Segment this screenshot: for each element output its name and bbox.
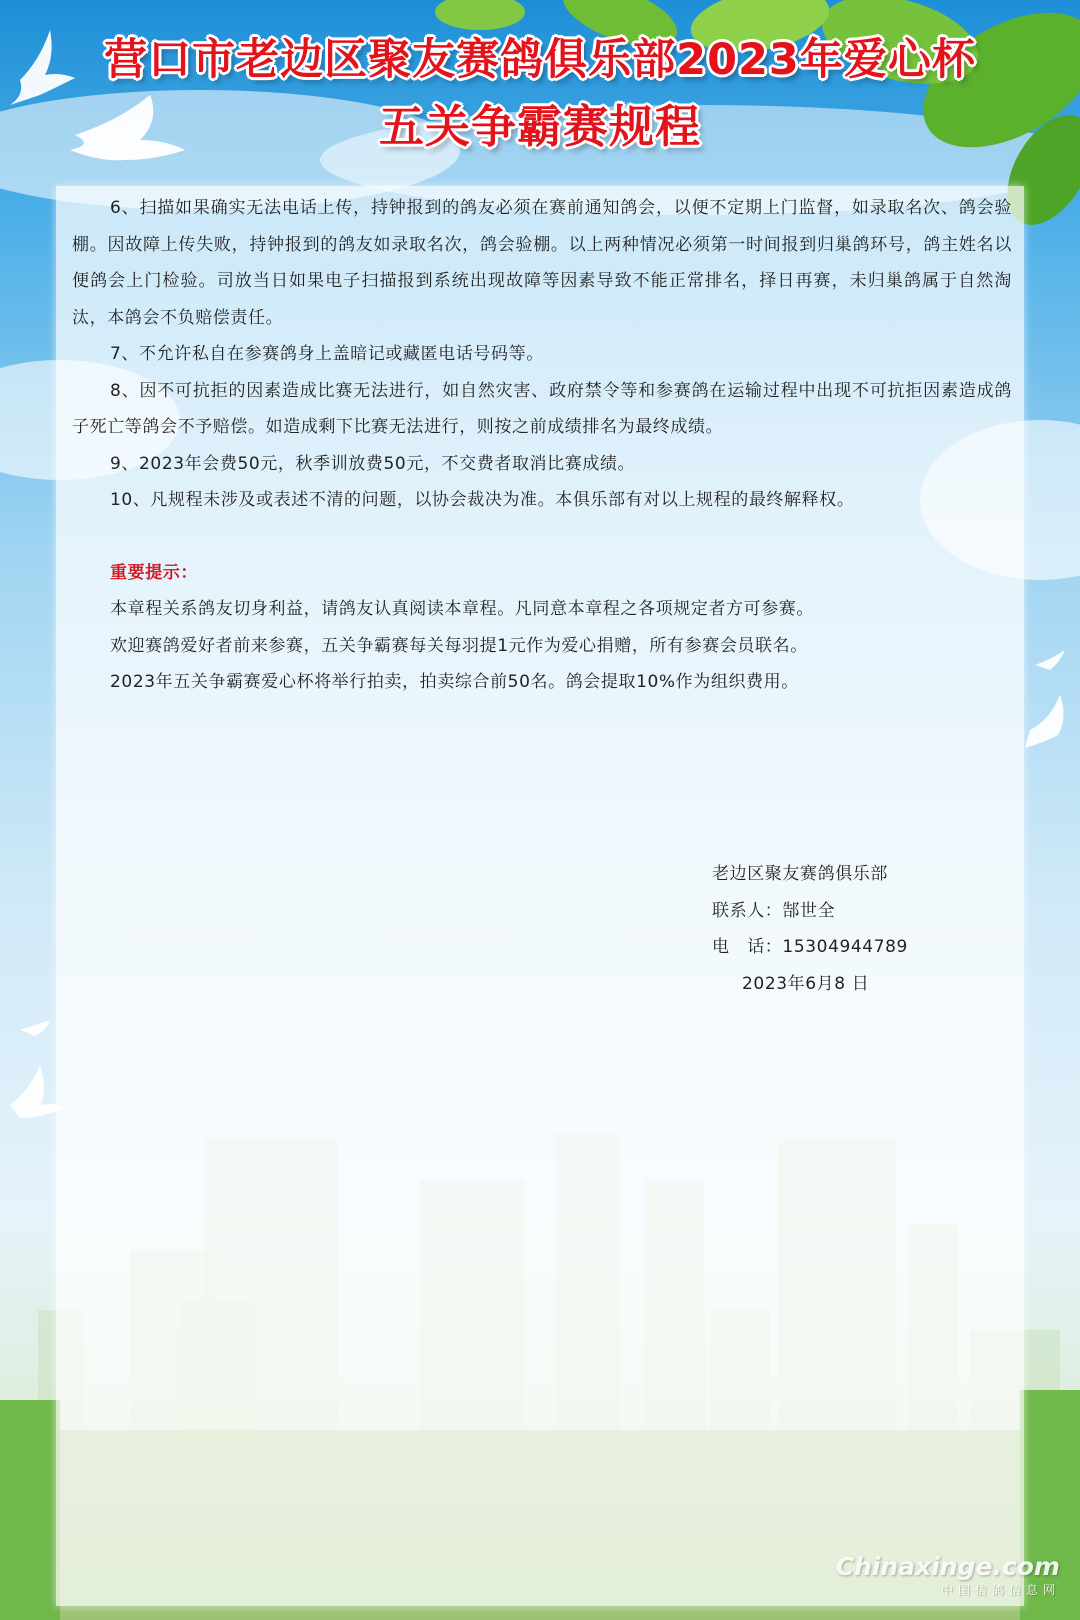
title-line-1: 营口市老边区聚友赛鸽俱乐部2023年爱心杯 xyxy=(104,35,976,85)
page-title xyxy=(0,28,1080,160)
notice-line-1: 本章程关系鸽友切身利益，请鸽友认真阅读本章程。凡同意本章程之各项规定者方可参赛。 xyxy=(110,599,814,619)
rule-7: 7、不允许私自在参赛鸽身上盖暗记或藏匿电话号码等。 xyxy=(110,344,544,364)
notice-line-2: 欢迎赛鸽爱好者前来参赛，五关争霸赛每关每羽提1元作为爱心捐赠，所有参赛会员联名。 xyxy=(110,635,808,656)
rules-body xyxy=(72,190,1012,701)
signature-phone: 电 话：15304944789 xyxy=(712,937,908,957)
rule-8: 8、因不可抗拒的因素造成比赛无法进行，如自然灾害、政府禁令等和参赛鸽在运输过程中出现不可抗拒因素造成鸽子死亡等鸽会不予赔偿。如造成剩下比赛无法进行，则按之前成绩排名为最终成绩。 xyxy=(72,380,1012,437)
watermark-brand: Chinaxinge.com xyxy=(835,1552,1060,1581)
title-line-2: 五关争霸赛规程 xyxy=(378,100,701,153)
signature-block xyxy=(712,856,908,1002)
signature-contact: 联系人：郜世全 xyxy=(712,900,836,921)
notice-heading: 重要提示： xyxy=(110,562,198,583)
site-watermark xyxy=(836,1552,1060,1598)
signature-organization: 老边区聚友赛鸽俱乐部 xyxy=(712,864,888,884)
rule-6: 6、扫描如果确实无法电话上传，持钟报到的鸽友必须在赛前通知鸽会，以便不定期上门监督，如录取名次、鸽会验棚。因故障上传失败，持钟报到的鸽友如录取名次，鸽会验棚。以上两种情况必须第一时间报到归巢鸽环号，鸽主姓名以便鸽会上门检验。司放当日如果电子扫描报到系统出现故障等因素导致不能正常排名，择日再赛，未归巢鸽属于自然淘汰，本鸽会不负赔偿责任。 xyxy=(72,198,1012,328)
signature-date: 2023年6月8 日 xyxy=(742,973,870,994)
rule-10: 10、凡规程未涉及或表述不清的问题，以协会裁决为准。本俱乐部有对以上规程的最终解释权。 xyxy=(110,490,855,510)
watermark-subtitle: 中国信鸽信息网 xyxy=(940,1583,1060,1597)
rule-9: 9、2023年会费50元，秋季训放费50元，不交费者取消比赛成绩。 xyxy=(110,453,636,474)
notice-line-3: 2023年五关争霸赛爱心杯将举行拍卖，拍卖综合前50名。鸽会提取10%作为组织费用。 xyxy=(110,672,799,692)
